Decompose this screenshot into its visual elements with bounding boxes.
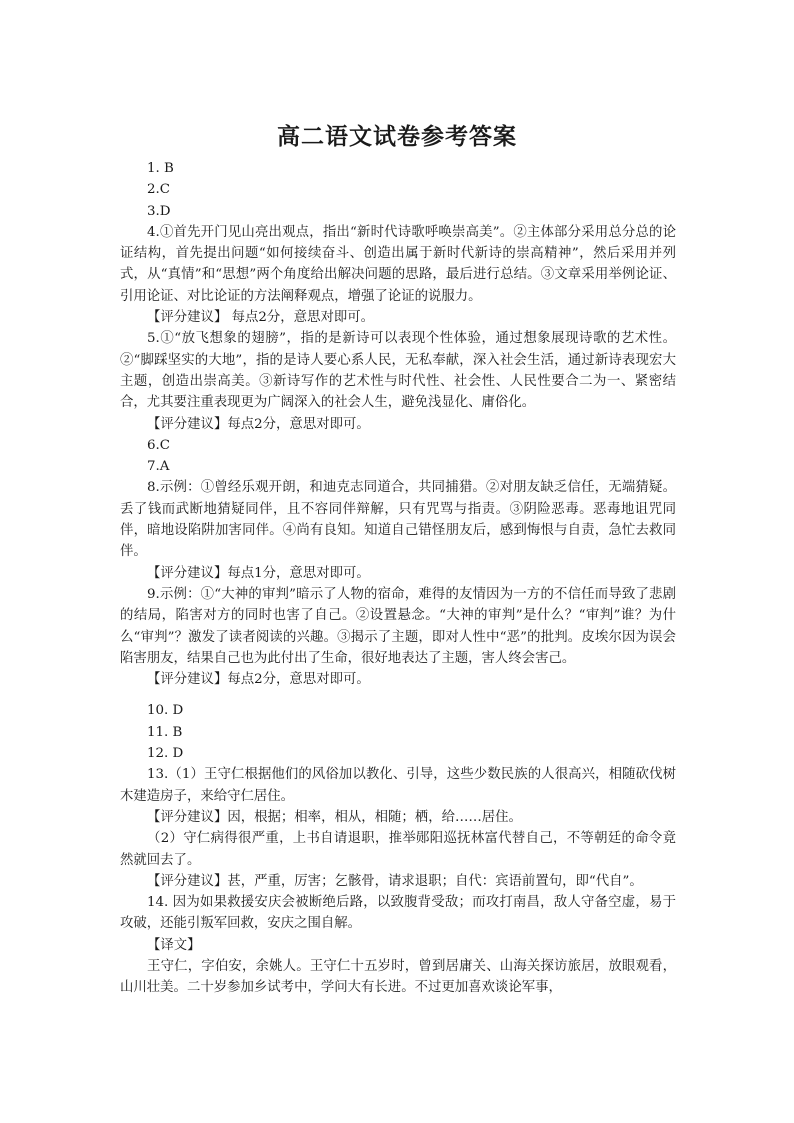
- translation-heading: 【译文】: [147, 937, 201, 953]
- page-title: 高二语文试卷参考答案: [277, 124, 517, 150]
- translation-text: 王守仁，字伯安，余姚人。王守仁十五岁时，曾到居庸关、山海关探访旅居，放眼观看，山川壮美。二十岁参加乡试考中，学问大有长进。不过更加喜欢谈论军事，: [120, 958, 676, 996]
- answer-item-14: 14. 因为如果救援安庆会被断绝后路，以致腹背受敌；而攻打南昌，敌人守备空虚，易于攻破，还能引叛军回救，安庆之围自解。: [120, 895, 676, 932]
- scoring-note-9: 【评分建议】每点2分，意思对即可。: [147, 672, 370, 688]
- answer-item-12: 12. D: [147, 746, 184, 762]
- scoring-note-8: 【评分建议】每点1分，意思对即可。: [147, 565, 370, 581]
- answer-item-7: 7.A: [147, 459, 170, 475]
- answer-item-11: 11. B: [147, 724, 183, 740]
- scoring-note-4: 【评分建议】 每点2分，意思对即可。: [147, 310, 375, 326]
- section-gap: [120, 690, 676, 700]
- answer-item-13-2: （2）守仁病得很严重，上书自请退职，推举郧阳巡抚林富代替自己，不等朝廷的命令竟然就回去了。: [120, 831, 676, 868]
- scoring-note-5: 【评分建议】每点2分，意思对即可。: [147, 416, 370, 432]
- answer-item-9: 9.示例：①“大神的审判”暗示了人物的宿命，难得的友情因为一方的不信任而导致了悲剧的结局，陷害对方的同时也害了自己。②设置悬念。“大神的审判”是什么？“审判”谁？为什么“审判”？激发了读者阅读的兴趣。③揭示了主题，即对人性中“恶”的批判。皮埃尔因为误会陷害朋友，结果自己也为此付出了生命，很好地表达了主题，害人终会害己。: [120, 586, 676, 666]
- answer-item-4: 4.①首先开门见山亮出观点，指出“新时代诗歌呼唤崇高美”。②主体部分采用总分总的论证结构，首先提出问题“如何接续奋斗、创造出属于新时代新诗的崇高精神”，然后采用并列式，从“真情”和“思想”两个角度给出解决问题的思路，最后进行总结。③文章采用举例论证、引用论证、对比论证的方法阐释观点，增强了论证的说服力。: [120, 224, 676, 304]
- answer-item-1: 1. B: [147, 161, 174, 176]
- answer-item-8: 8.示例：①曾经乐观开朗，和迪克志同道合，共同捕猎。②对朋友缺乏信任，无端猜疑。丢了钱而武断地猜疑同伴，且不容同伴辩解，只有咒骂与指责。③阴险恶毒。恶毒地诅咒同伴，暗地设陷阱加害同伴。④尚有良知。知道自己错怪朋友后，感到悔恨与自责，急忙去救同伴。: [120, 480, 676, 560]
- answer-item-5: 5.①“放飞想象的翅膀”，指的是新诗可以表现个性体验，通过想象展现诗歌的艺术性。②“脚踩坚实的大地”，指的是诗人要心系人民，无私奉献，深入社会生活，通过新诗表现宏大主题，创造出崇高美。③新诗写作的艺术性与时代性、社会性、人民性要合二为一、紧密结合，尤其要注重表现更为广阔深入的社会人生，避免浅显化、庸俗化。: [120, 331, 676, 411]
- answer-item-13-1: 13.（1）王守仁根据他们的风俗加以教化、引导，这些少数民族的人很高兴，相随砍伐树木建造房子，来给守仁居住。: [120, 767, 676, 804]
- answer-item-2: 2.C: [147, 182, 171, 198]
- scoring-note-13-1: 【评分建议】因，根据；相率，相从，相随；栖，给……居住。: [147, 809, 522, 825]
- scoring-note-13-2: 【评分建议】甚，严重，厉害；乞骸骨，请求退职；自代：宾语前置句，即“代自”。: [147, 873, 643, 889]
- answer-item-6: 6.C: [147, 437, 171, 453]
- answer-item-10: 10. D: [147, 703, 184, 719]
- answer-item-3: 3.D: [147, 203, 171, 219]
- answer-body: [120, 158, 676, 999]
